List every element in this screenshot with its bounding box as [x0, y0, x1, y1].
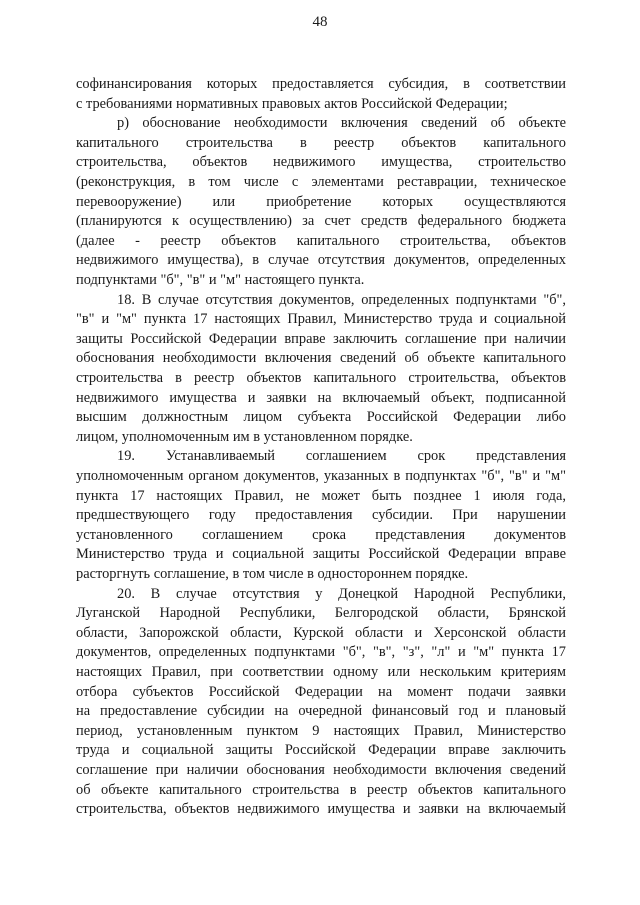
text-line: об объекте капитального строительства в реестр объектов капитального: [76, 781, 566, 798]
text-line: перевооружение) или приобретение которых осуществляются: [76, 193, 566, 210]
text-line: пункта 17 настоящих Правил, не может быть позднее 1 июля года,: [76, 487, 566, 504]
text-line: труда и социальной защиты Российской Федерации вправе заключить: [76, 742, 566, 759]
text-line: предшествующего году предоставления субсидии. При нарушении: [76, 507, 566, 524]
text-line: области, Запорожской области, Курской области и Херсонской области: [76, 624, 566, 641]
text-line: отбора субъектов Российской Федерации на момент подачи заявки: [76, 683, 566, 700]
text-line: подпунктами "б", "в" и "м" настоящего пункта.: [76, 272, 365, 288]
text-line: строительства, объектов недвижимого имущества и заявки на включаемый: [76, 801, 566, 818]
text-line: на предоставление субсидии на очередной финансовый год и плановый: [76, 703, 566, 720]
text-line: "в" и "м" пункта 17 настоящих Правил, Министерство труда и социальной: [76, 311, 566, 328]
page-number: 48: [312, 14, 328, 30]
text-line: софинансирования которых предоставляется субсидия, в соответствии: [76, 76, 566, 92]
text-line: документов, определенных подпунктами "б", "в", "з", "л" и "м" пункта 17: [76, 644, 566, 661]
text-line: строительства в реестр объектов капитального строительства, объектов: [76, 370, 566, 386]
text-line: настоящих Правил, при соответствии одному или нескольким критериям: [76, 664, 566, 680]
text-line: период, установленным пунктом 9 настоящих Правил, Министерство: [76, 722, 566, 739]
text-line: уполномоченным органом документов, указанных в подпунктах "б", "в" и "м": [76, 468, 566, 484]
text-line: установленного соглашением срока представления документов: [76, 526, 566, 543]
text-line: Луганской Народной Республики, Белгородской области, Брянской: [76, 605, 566, 622]
text-line: строительства, объектов недвижимого имущества, строительство: [76, 154, 566, 171]
text-line: 20. В случае отсутствия у Донецкой Народной Республики,: [117, 585, 566, 602]
text-line: 18. В случае отсутствия документов, определенных подпунктами "б",: [117, 291, 566, 308]
text-line: защиты Российской Федерации вправе заключить соглашение при наличии: [76, 330, 566, 347]
text-line: р) обоснование необходимости включения сведений об объекте: [117, 115, 566, 132]
text-line: расторгнуть соглашение, в том числе в одностороннем порядке.: [76, 566, 469, 582]
text-line: с требованиями нормативных правовых актов Российской Федерации;: [76, 95, 508, 112]
text-line: соглашение при наличии обоснования необходимости включения сведений: [76, 762, 566, 778]
text-line: недвижимого имущества и заявки на включаемый объект, подписанной: [76, 389, 566, 406]
text-line: (реконструкция, в том числе с элементами реставрации, техническое: [76, 174, 566, 190]
text-line: 19. Устанавливаемый соглашением срок представления: [117, 448, 566, 465]
text-line: лицом, уполномоченным им в установленном порядке.: [76, 428, 413, 445]
text-line: обоснования необходимости включения сведений об объекте капитального: [76, 350, 566, 367]
text-line: (планируются к осуществлению) за счет средств федерального бюджета: [76, 213, 566, 230]
text-line: (далее - реестр объектов капитального строительства, объектов: [76, 232, 566, 249]
text-line: капитального строительства в реестр объектов капитального: [76, 134, 566, 151]
text-line: недвижимого имущества), в случае отсутствия документов, определенных: [76, 252, 566, 269]
text-line: высшим должностным лицом субъекта Российской Федерации либо: [76, 409, 566, 426]
text-line: Министерство труда и социальной защиты Российской Федерации вправе: [76, 546, 566, 563]
